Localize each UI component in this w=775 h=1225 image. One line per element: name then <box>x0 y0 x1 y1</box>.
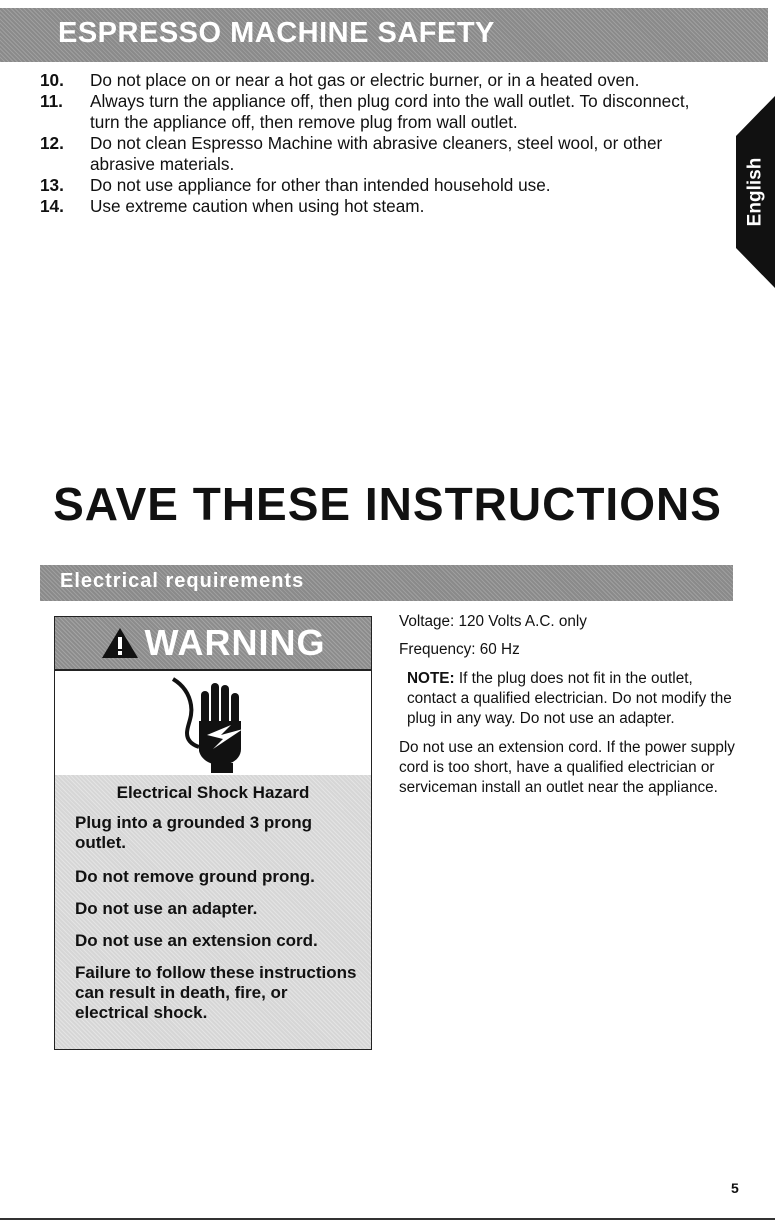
warning-line: Do not remove ground prong. <box>75 867 315 886</box>
list-item <box>40 133 720 175</box>
item-text: Do not use appliance for other than intended household use. <box>90 175 551 195</box>
warning-line: Failure to follow these instructions can result in death, fire, or electrical shock. <box>75 963 357 1022</box>
extension-paragraph: Do not use an extension cord. If the power supply cord is too short, have a qualified electrician or serviceman install an outlet near the appliance. <box>399 739 735 796</box>
voltage-text: Voltage: 120 Volts A.C. only <box>399 613 587 630</box>
section-header-banner <box>0 8 768 62</box>
list-item <box>40 91 720 133</box>
bottom-divider <box>0 1218 775 1220</box>
item-number: 13. <box>40 175 64 195</box>
warning-line: Do not use an extension cord. <box>75 931 318 950</box>
item-text: Do not place on or near a hot gas or electric burner, or in a heated oven. <box>90 70 640 90</box>
item-number: 10. <box>40 70 64 90</box>
electrical-specs <box>399 612 744 798</box>
note-label: NOTE: <box>407 670 455 687</box>
language-tab-label: English <box>744 157 766 227</box>
warning-word: WARNING <box>144 622 326 663</box>
item-number: 14. <box>40 196 64 216</box>
note-text: If the plug does not fit in the outlet, contact a qualified electrician. Do not modify the plug in any way. Do not use an adapter. <box>407 670 732 727</box>
warning-box <box>54 616 372 1050</box>
warning-triangle-icon <box>101 627 139 659</box>
warning-header <box>55 617 371 671</box>
electric-shock-hand-icon <box>55 671 373 775</box>
language-tab <box>736 96 775 288</box>
item-number: 12. <box>40 133 64 153</box>
warning-line: Plug into a grounded 3 prong outlet. <box>75 813 313 852</box>
list-item <box>40 70 720 91</box>
list-item <box>40 175 720 196</box>
item-text: Always turn the appliance off, then plug cord into the wall outlet. To disconnect, turn the appliance off, then remove plug from wall outlet. <box>90 91 690 132</box>
item-text: Use extreme caution when using hot steam. <box>90 196 425 216</box>
page-number: 5 <box>731 1180 739 1196</box>
list-item <box>40 196 720 217</box>
hazard-title: Electrical Shock Hazard <box>116 783 310 802</box>
page-title: ESPRESSO MACHINE SAFETY <box>58 17 495 49</box>
note-paragraph <box>399 669 744 729</box>
save-instructions-banner: SAVE THESE INSTRUCTIONS <box>53 478 722 530</box>
item-text: Do not clean Espresso Machine with abrasive cleaners, steel wool, or other abrasive materials. <box>90 133 663 174</box>
safety-list <box>40 70 720 217</box>
warning-line: Do not use an adapter. <box>75 899 258 918</box>
frequency-text: Frequency: 60 Hz <box>399 641 520 658</box>
section-title: Electrical requirements <box>60 570 305 592</box>
section-banner <box>40 565 733 601</box>
item-number: 11. <box>40 91 63 111</box>
